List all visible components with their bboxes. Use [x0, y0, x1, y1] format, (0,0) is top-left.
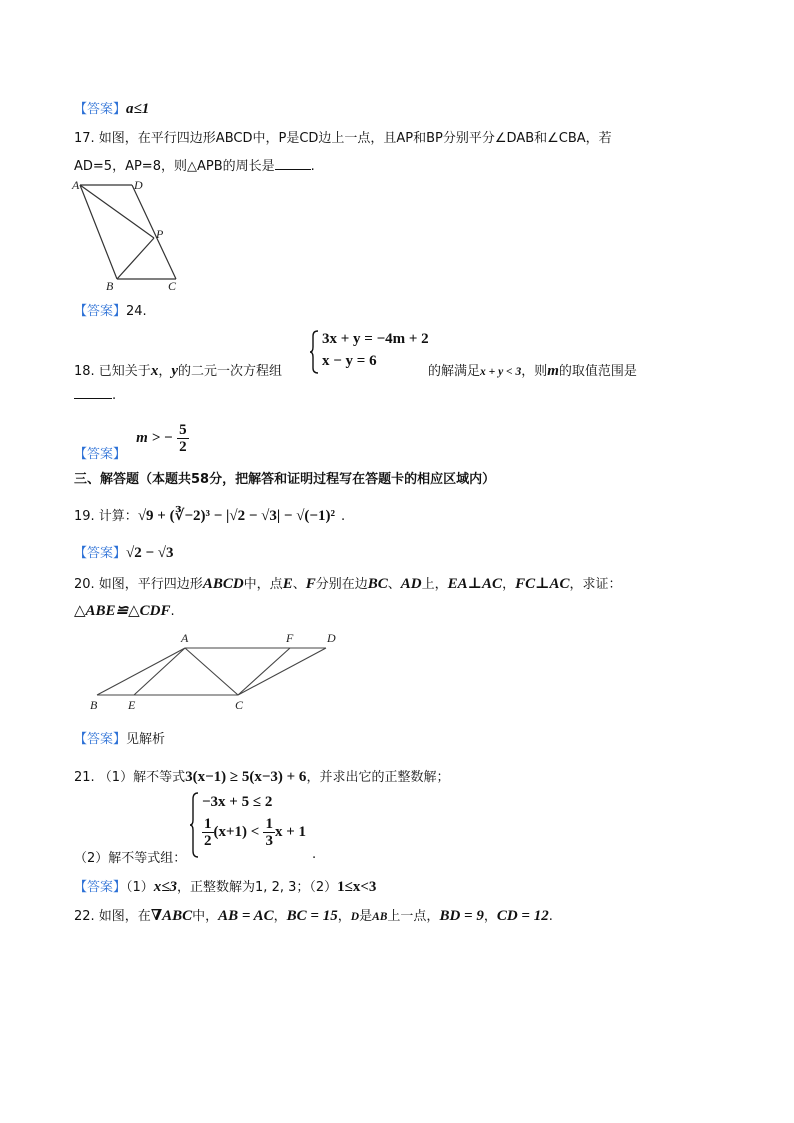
q22-p8: . — [548, 909, 553, 924]
answer-tag: 【答案】 — [74, 102, 127, 117]
q20-p7: ， — [502, 577, 516, 592]
q18-answer-num: 5 — [179, 422, 187, 438]
q17-label-a: A — [72, 178, 80, 192]
q20-p4: 分别在边 — [315, 577, 368, 592]
q21-third-num: 1 — [265, 816, 273, 832]
q19-end: . — [340, 509, 346, 524]
q21-sys-line2 — [202, 816, 306, 849]
q18-blank-line — [74, 388, 116, 403]
q17-line2 — [74, 155, 315, 174]
q20-f: F — [305, 576, 316, 592]
q21-inequality: 3(x−1) ≥ 5(x−3) + 6 — [185, 769, 307, 785]
q21-part2-label: （2）解不等式组： — [74, 851, 187, 866]
q20-answer — [74, 728, 165, 747]
q21-half-num: 1 — [204, 816, 212, 832]
q18-answer-frac — [177, 422, 189, 455]
q18-prefix: 18. 已知关于 — [74, 364, 151, 379]
q20-bc: BC — [367, 576, 388, 592]
q20-cond2: FC⊥AC — [515, 576, 570, 592]
q17-figure — [70, 176, 190, 296]
q21-half-den: 2 — [204, 833, 212, 849]
q22-p6: 上一点， — [387, 909, 440, 924]
q20-label-d: D — [327, 631, 336, 645]
q18-answer — [74, 422, 189, 462]
q20-p1: 20. 如图，平行四边形 — [74, 577, 203, 592]
q21-sys2-end: x + 1 — [274, 824, 307, 840]
q20-abcd: ABCD — [202, 576, 244, 592]
q21-third-den: 3 — [265, 833, 273, 849]
q18-mid: 的二元一次方程组 — [178, 364, 283, 379]
q18-condition — [428, 360, 637, 380]
q17-edge-ab — [80, 185, 117, 279]
q18-answer-pre: m > − — [136, 430, 173, 446]
q20-line2-end: . — [170, 604, 175, 619]
q18-cond: x + y < 3 — [480, 366, 522, 378]
q18-var-y: y — [171, 363, 178, 379]
q22-p5: 是 — [359, 909, 373, 924]
q20-p8: ，求证： — [569, 577, 622, 592]
q16-answer — [74, 98, 149, 118]
q21-sys-line1: −3x + 5 ≤ 2 — [202, 794, 273, 810]
q21-sys2-mid: (x+1) < — [213, 824, 260, 840]
answer-tag: 【答案】 — [74, 732, 127, 747]
q20-label-c: C — [235, 698, 244, 712]
answer-tag: 【答案】 — [74, 546, 127, 561]
q20-label-a: A — [181, 631, 189, 645]
q20-diagonal-ac — [185, 648, 238, 695]
q17-answer — [74, 300, 147, 319]
q18-answer-den: 2 — [179, 439, 187, 455]
q22-p1: 22. 如图，在 — [74, 909, 151, 924]
q20-figure — [85, 628, 345, 714]
q22-eq4: CD = 12 — [496, 908, 549, 924]
q22-ab: AB — [372, 911, 388, 923]
q20-label-e: E — [128, 698, 136, 712]
q17-label-p: P — [156, 227, 164, 241]
q22-eq3: BD = 9 — [439, 908, 484, 924]
q21-frac-half — [202, 816, 214, 849]
q17-segment-bp — [117, 238, 154, 279]
q20-answer-value: 见解析 — [126, 732, 166, 747]
q20-line2 — [74, 601, 175, 620]
q22-p2: 中， — [192, 909, 219, 924]
q18-cond-post: ，则 — [521, 364, 548, 379]
q22-p4: ， — [337, 909, 351, 924]
q18-tail: 的取值范围是 — [558, 364, 637, 379]
q18-question — [74, 360, 282, 380]
q16-answer-value: a≤1 — [126, 101, 150, 117]
q22-triangle: ∇ABC — [150, 908, 193, 924]
q17-label-b: B — [106, 279, 114, 293]
q17-answer-value: 24. — [126, 304, 147, 319]
q20-p6: 上， — [421, 577, 448, 592]
q17-edge-dc — [132, 185, 176, 279]
q19-answer — [74, 542, 174, 562]
q21-frac-third — [263, 816, 275, 849]
q20-p3: 、 — [292, 577, 306, 592]
q22-question — [74, 905, 553, 925]
q17-label-d: D — [134, 178, 143, 192]
q18-brace — [310, 330, 320, 374]
q21-ans-m2: 1≤x<3 — [337, 879, 377, 895]
q18-sys-line2: x − y = 6 — [322, 353, 377, 369]
q19-answer-value: √2 − √3 — [126, 545, 174, 561]
q17-blank — [275, 157, 311, 170]
q18-blank — [74, 388, 112, 399]
q22-p7: ， — [483, 909, 497, 924]
q20-e: E — [282, 576, 293, 592]
q20-label-f: F — [286, 631, 294, 645]
answer-tag: 【答案】 — [74, 447, 127, 462]
q17-segment-ap — [80, 185, 154, 238]
q19-expr: √9 + (∛−2)³ − |√2 − √3| − √(−1)² — [137, 508, 335, 524]
q20-label-b: B — [90, 698, 98, 712]
q19-prefix: 19. 计算： — [74, 509, 138, 524]
q20-p2: 中，点 — [243, 577, 283, 592]
q21-ans-p2: ，正整数解为1, 2, 3；（2） — [177, 880, 338, 895]
q22-d: D — [350, 911, 360, 923]
q17-line1: 17. 如图，在平行四边形ABCD中，P是CD边上一点，且AP和BP分别平分∠DAB和∠CBA，若 — [74, 131, 612, 146]
q20-ad: AD — [400, 576, 422, 592]
q19-question — [74, 505, 345, 525]
answer-tag: 【答案】 — [74, 880, 127, 895]
q20-line1 — [74, 573, 622, 593]
q21-p1: 21. （1）解不等式 — [74, 770, 186, 785]
q18-var-m: m — [547, 363, 559, 379]
q22-p3: ， — [273, 909, 287, 924]
q18-blank-end: . — [112, 388, 117, 403]
q21-answer — [74, 876, 376, 896]
q22-eq1: AB = AC — [218, 908, 274, 924]
q18-sys-line1: 3x + y = −4m + 2 — [322, 331, 429, 347]
answer-tag: 【答案】 — [74, 304, 127, 319]
q21-p1-end: ，并求出它的正整数解； — [306, 770, 450, 785]
q20-p5: 、 — [387, 577, 401, 592]
q17-line2-text: AD=5，AP=8，则△APB的周长是 — [74, 159, 275, 174]
q21-ans-m1: x≤3 — [153, 879, 178, 895]
q17-line2-end: . — [310, 159, 315, 174]
q22-eq2: BC = 15 — [286, 908, 338, 924]
q21-part2-end: . — [312, 847, 317, 862]
section3-heading: 三、解答题（本题共58分，把解答和证明过程写在答题卡的相应区域内） — [74, 472, 496, 487]
q20-cond1: EA⊥AC — [447, 576, 503, 592]
q20-congruence: △ABE≌△CDF — [74, 603, 171, 619]
q17-label-c: C — [168, 279, 177, 293]
q21-part1 — [74, 766, 449, 786]
q18-var-x: x — [150, 363, 159, 379]
q18-cond-pre: 的解满足 — [428, 364, 481, 379]
q18-comma: ， — [158, 364, 172, 379]
q21-ans-p1: （1） — [126, 880, 154, 895]
q21-brace — [190, 792, 200, 858]
